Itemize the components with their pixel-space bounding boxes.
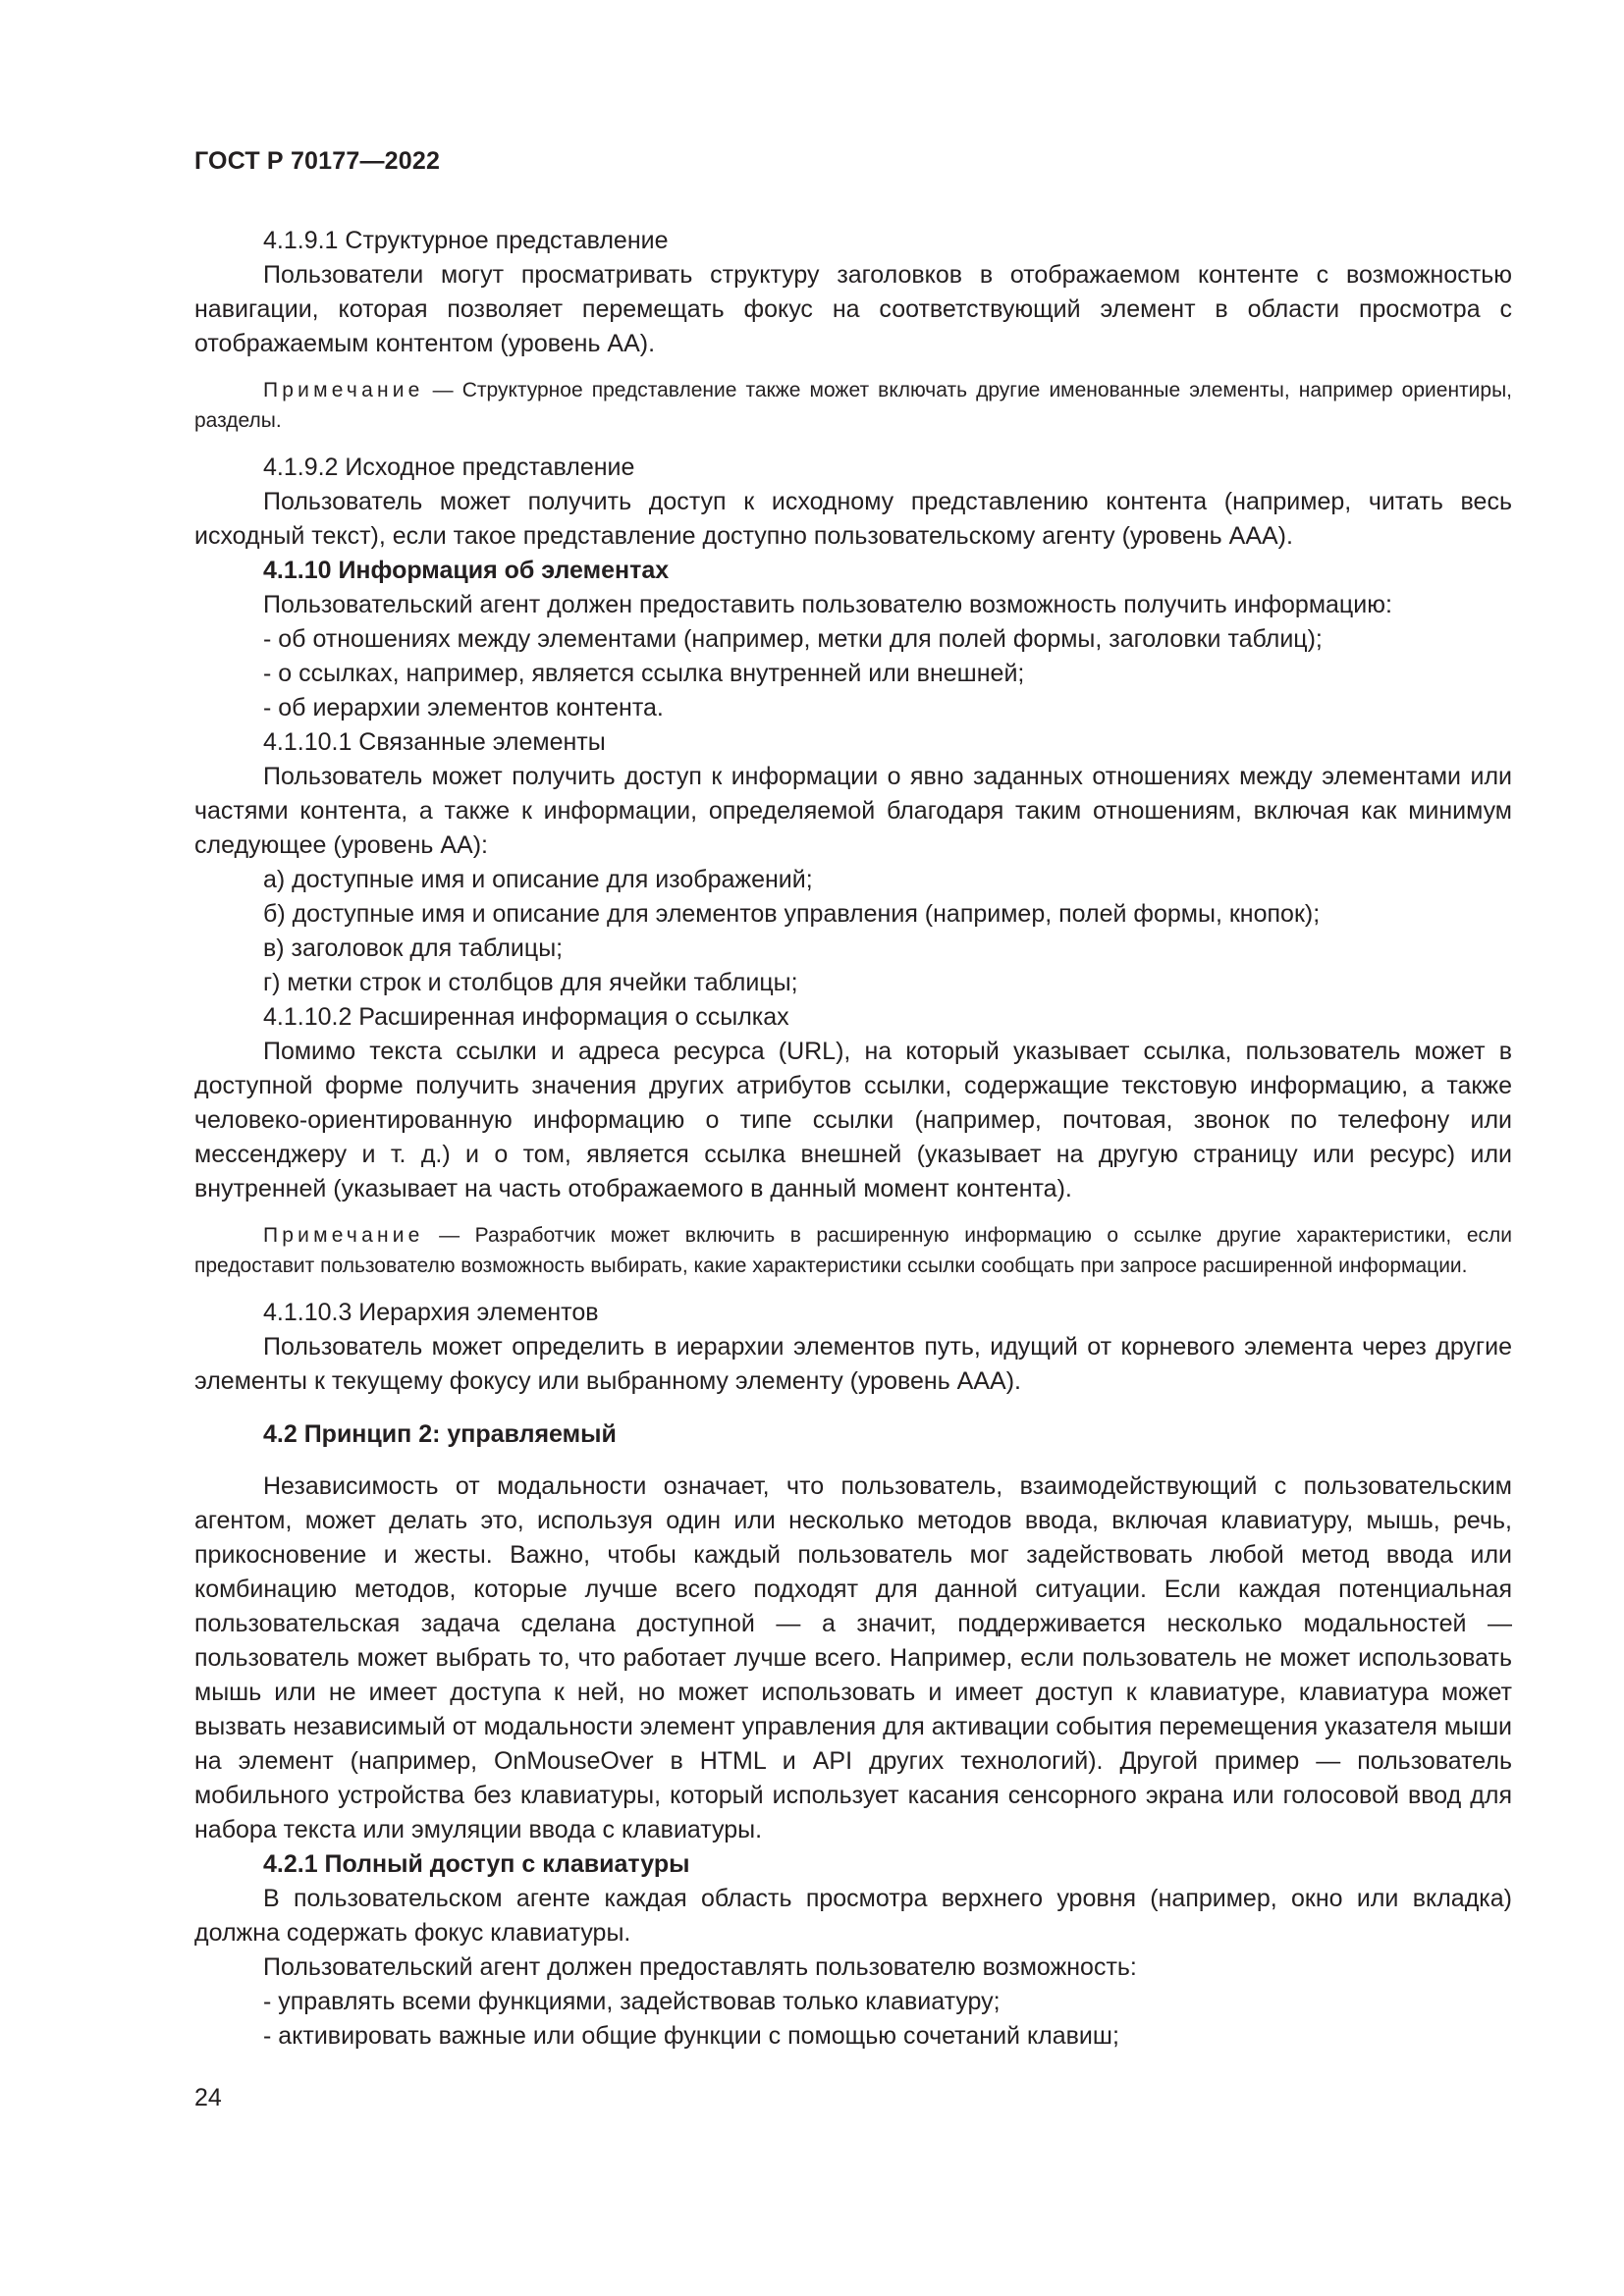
subsection-4-1-10-3-text: Пользователь может определить в иерархии элементов путь, идущий от корневого элемента через другие элементы к текущему фокусу или выбранному элементу (уровень ААА). <box>194 1333 1512 1395</box>
section-4-1-10-title: 4.1.10 Информация об элементах <box>263 557 670 584</box>
section-4-2-text: Независимость от модальности означает, что пользователь, взаимодействующий с пользовательским агентом, может делать это, используя один или несколько методов ввода, включая клавиатуру, мышь, речь, прикосновение и жесты. Важно, чтобы каждый пользователь мог задействовать любой метод ввода или комбинацию методов, которые лучше всего подходят для данной ситуации. Если каждая потенциальная пользовательская задача сделана доступной — а значит, поддерживается несколько модальностей — пользователь может выбрать то, что работает лучше всего. Например, если пользователь не может использовать мышь или не имеет доступа к ней, но может использовать и имеет доступ к клавиатуре, клавиатура может вызвать независимый от модальности элемент управления для активации события перемещения указателя мыши на элемент (например, OnMouseOver в HTML и API других технологий). Другой пример — пользователь мобильного устройства без клавиатуры, который использует касания сенсорного экрана или голосовой ввод для набора текста или эмуляции ввода с клавиатуры. <box>194 1472 1512 1843</box>
subsection-4-2-1-title: 4.2.1 Полный доступ с клавиатуры <box>263 1850 690 1878</box>
list-item: в) заголовок для таблицы; <box>263 934 564 962</box>
subsection-4-1-9-2-text: Пользователь может получить доступ к исходному представлению контента (например, читать весь исходный текст), если такое представление доступно пользовательскому агенту (уровень ААА). <box>194 488 1512 550</box>
list-item: - о ссылках, например, является ссылка внутренней или внешней; <box>263 660 1025 687</box>
list-item: - об иерархии элементов контента. <box>263 694 664 721</box>
list-item: а) доступные имя и описание для изображений; <box>263 866 813 893</box>
list-item: - управлять всеми функциями, задействовав только клавиатуру; <box>263 1988 1001 2015</box>
note-1-label: Примечание <box>263 379 424 401</box>
note-1-text: — Структурное представление также может включать другие именованные элементы, например ориентиры, разделы. <box>194 379 1512 432</box>
note-1 <box>194 375 1512 436</box>
subsection-4-2-1-text: В пользовательском агенте каждая область просмотра верхнего уровня (например, окно или вкладка) должна содержать фокус клавиатуры. <box>194 1885 1512 1947</box>
section-4-1-10-intro: Пользовательский агент должен предоставить пользователю возможность получить информацию: <box>263 591 1392 618</box>
list-item: - активировать важные или общие функции с помощью сочетаний клавиш; <box>263 2022 1119 2050</box>
note-2 <box>194 1220 1512 1281</box>
document-body <box>194 224 1512 2054</box>
subsection-4-2-1-intro: Пользовательский агент должен предоставлять пользователю возможность: <box>263 1953 1137 1981</box>
note-2-label: Примечание <box>263 1224 424 1247</box>
subsection-4-1-10-3-title: 4.1.10.3 Иерархия элементов <box>263 1299 599 1326</box>
section-4-2-title: 4.2 Принцип 2: управляемый <box>263 1420 617 1448</box>
document-page <box>194 0 1512 2296</box>
subsection-4-1-9-1-title: 4.1.9.1 Структурное представление <box>263 227 669 254</box>
subsection-4-1-10-1-text: Пользователь может получить доступ к информации о явно заданных отношениях между элементами или частями контента, а также к информации, определяемой благодаря таким отношениям, включая как минимум следующее (уровень АА): <box>194 763 1512 859</box>
document-code-header: ГОСТ Р 70177—2022 <box>194 147 441 175</box>
page-number: 24 <box>194 2084 222 2111</box>
subsection-4-1-10-2-text: Помимо текста ссылки и адреса ресурса (URL), на который указывает ссылка, пользователь может в доступной форме получить значения других атрибутов ссылки, содержащие текстовую информацию, а также человеко-ориентированную информацию о типе ссылки (например, почтовая, звонок по телефону или мессенджеру и т. д.) и о том, является ссылка внешней (указывает на другую страницу или ресурс) или внутренней (указывает на часть отображаемого в данный момент контента). <box>194 1038 1512 1202</box>
subsection-4-1-10-1-title: 4.1.10.1 Связанные элементы <box>263 728 606 756</box>
list-item: г) метки строк и столбцов для ячейки таблицы; <box>263 969 798 996</box>
list-item: - об отношениях между элементами (например, метки для полей формы, заголовки таблиц); <box>263 625 1323 653</box>
subsection-4-1-10-2-title: 4.1.10.2 Расширенная информация о ссылках <box>263 1003 789 1031</box>
list-item: б) доступные имя и описание для элементов управления (например, полей формы, кнопок); <box>263 900 1321 928</box>
subsection-4-1-9-1-text: Пользователи могут просматривать структуру заголовков в отображаемом контенте с возможностью навигации, которая позволяет перемещать фокус на соответствующий элемент в области просмотра с отображаемым контентом (уровень АА). <box>194 261 1512 357</box>
subsection-4-1-9-2-title: 4.1.9.2 Исходное представление <box>263 454 635 481</box>
note-2-text: — Разработчик может включить в расширенную информацию о ссылке другие характеристики, если предоставит пользователю возможность выбирать, какие характеристики ссылки сообщать при запросе расширенной информации. <box>194 1224 1512 1277</box>
